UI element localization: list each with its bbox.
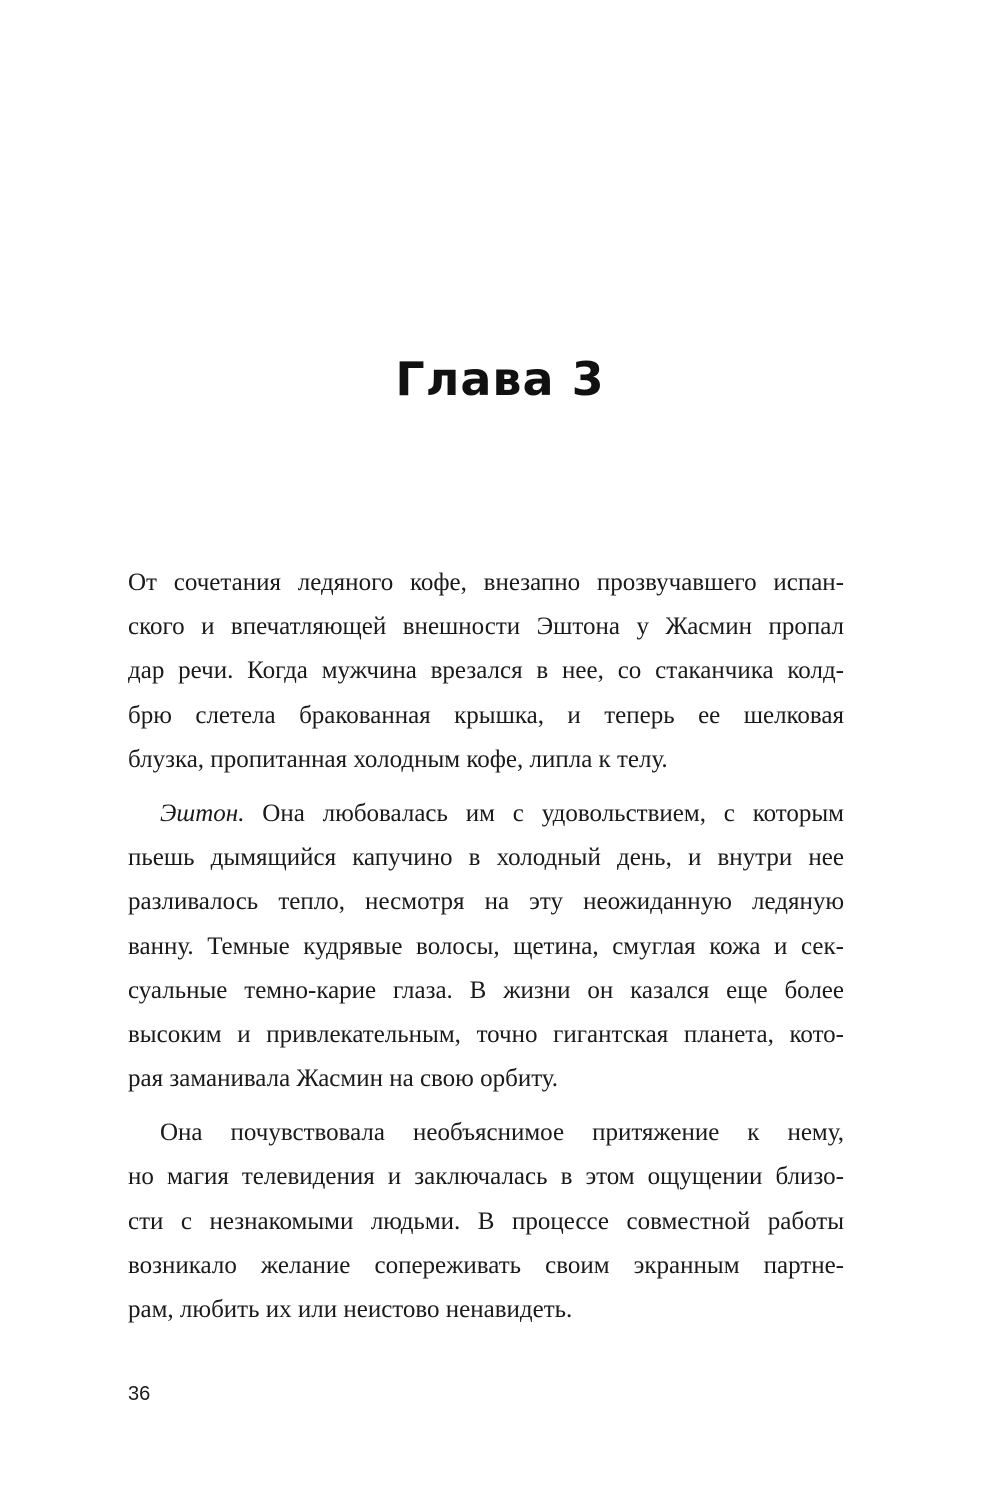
text-line: ванну. Темные кудрявые волосы, щетина, смуглая кожа и сек- (128, 932, 844, 960)
text-line: возникало желание сопереживать своим экранным партне- (128, 1251, 844, 1279)
text-line: рам, любить их или неистово ненавидеть. (128, 1296, 573, 1323)
text-line: рая заманивала Жасмин на свою орбиту. (128, 1065, 559, 1093)
text-line: блузка, пропитанная холодным кофе, липла к телу. (128, 745, 668, 773)
text-line: дар речи. Когда мужчина врезался в нее, со стаканчика колд- (128, 657, 844, 685)
text-line: пьешь дымящийся капучино в холодный день, и внутри нее (128, 844, 844, 872)
text-line: ского и впечатляющей внешности Эштона у Жасмин пропал (128, 613, 844, 641)
text-line: высоким и привлекательным, точно гигантская планета, кото- (128, 1020, 844, 1048)
text-line: разливалось тепло, несмотря на эту неожиданную ледяную (128, 888, 844, 916)
text-line-rest: Она любовалась им с удовольствием, с которым (244, 799, 844, 827)
paragraph-2 (128, 792, 844, 1101)
text-line: суальные темно-карие глаза. В жизни он казался еще более (128, 976, 844, 1004)
body-text (128, 561, 844, 1342)
text-line: От сочетания ледяного кофе, внезапно прозвучавшего испан- (128, 569, 844, 596)
text-line: но магия телевидения и заключалась в этом ощущении близо- (128, 1163, 844, 1191)
paragraph-1 (128, 561, 844, 782)
paragraph-3 (128, 1111, 844, 1332)
emphasized-name: Эштон. (160, 799, 245, 827)
page-number: 36 (128, 1383, 151, 1405)
text-line: Она почувствовала необъяснимое притяжение к нему, (160, 1119, 844, 1147)
text-line: сти с незнакомыми людьми. В процессе совместной работы (128, 1207, 844, 1235)
text-line-first (128, 792, 844, 836)
text-line: брю слетела бракованная крышка, и теперь ее шелковая (128, 701, 844, 729)
chapter-title: Глава 3 (395, 352, 605, 406)
